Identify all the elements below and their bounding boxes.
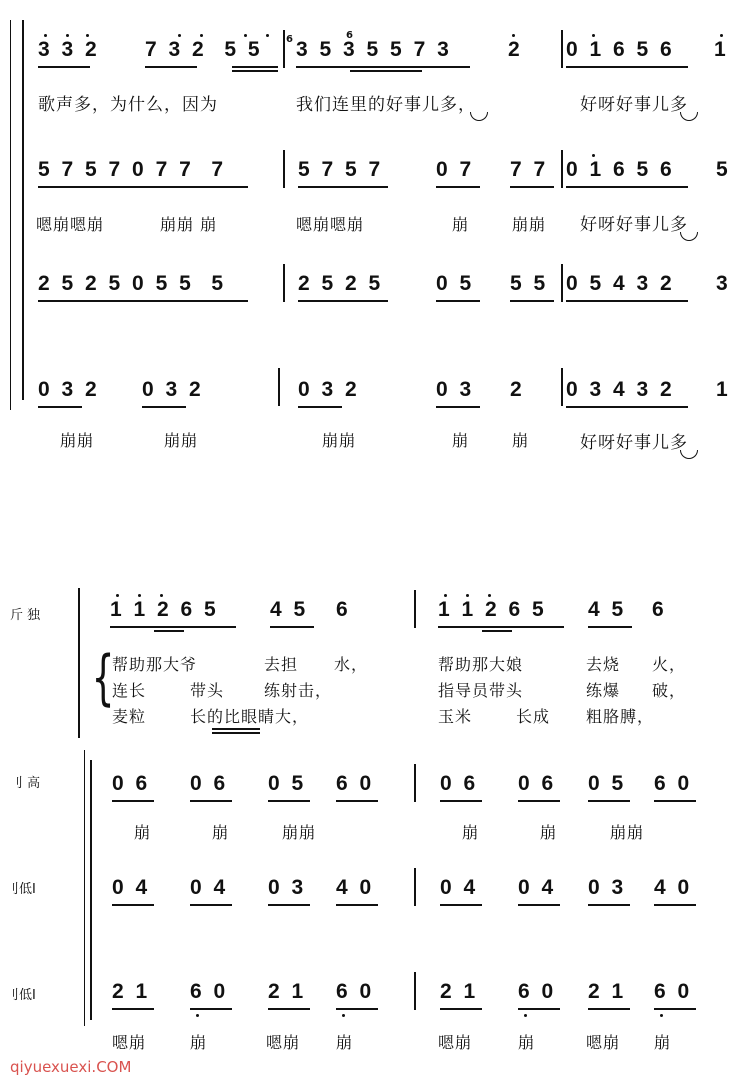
- note-group: 6 0: [336, 772, 375, 795]
- note-group: 0 3: [436, 378, 475, 401]
- grace-note: 6: [286, 34, 293, 45]
- note-group: 4 0: [654, 876, 693, 899]
- note-group: 0 6: [112, 772, 151, 795]
- site-watermark: qiyuexuexi.COM: [10, 1058, 132, 1076]
- lyric-line: 去烧: [586, 655, 621, 674]
- note-group: 2 1: [112, 980, 151, 1003]
- note-group: 0 5 4 3 2: [566, 272, 675, 295]
- barline: [561, 368, 563, 406]
- lyric-line: 崩崩: [610, 823, 645, 842]
- note-group: 3: [716, 272, 731, 295]
- part-label-solo: 斤 独: [10, 608, 41, 623]
- lyric-line: 崩崩 崩: [160, 215, 218, 234]
- note-group: 0 1 6 5 6: [566, 38, 675, 61]
- note-group: 0 6: [440, 772, 479, 795]
- lyric-line: 连长: [112, 681, 147, 700]
- barline: [561, 150, 563, 188]
- lyric-line: 嗯崩: [438, 1033, 473, 1052]
- lyric-line: 崩崩: [512, 215, 547, 234]
- lyric-line: 崩崩: [164, 431, 199, 450]
- note-group: 2 5 2 5: [298, 272, 384, 295]
- note-group: 2: [508, 38, 523, 61]
- note-group: 2 1: [588, 980, 627, 1003]
- note-group: 1: [716, 378, 731, 401]
- note-group: 5 5: [510, 272, 549, 295]
- lyric-line: 练射击，: [264, 681, 333, 700]
- note-group: 4 0: [336, 876, 375, 899]
- note-group: 0 4: [518, 876, 557, 899]
- note-group: 3 3 2: [38, 38, 100, 61]
- note-group: 2: [510, 378, 525, 401]
- barline: [414, 764, 416, 802]
- lyric-line: 崩崩: [60, 431, 95, 450]
- lyric-line: 练爆: [586, 681, 621, 700]
- lyric-line: 好呀好事儿多: [580, 433, 688, 453]
- lyric-line: 崩: [190, 1033, 208, 1052]
- note-group: 0 4: [112, 876, 151, 899]
- lyric-line: 长的比眼睛大，: [190, 707, 310, 726]
- note-group: 1 1 2 6 5: [110, 598, 219, 621]
- note-group: 6: [336, 598, 351, 621]
- chorus-bracket: [84, 750, 85, 1026]
- lyric-line: 崩: [512, 431, 530, 450]
- part-label-low2: 刂低Ⅰ: [6, 988, 36, 1003]
- note-group: 0 5: [588, 772, 627, 795]
- lyric-line: 帮助那大娘: [438, 655, 524, 674]
- lyric-line: 麦粒: [112, 707, 147, 726]
- note-group: 0 3 2: [142, 378, 204, 401]
- note-group: 0 3 2: [38, 378, 100, 401]
- lyric-line: 破，: [652, 681, 687, 700]
- lyric-line: 我们连里的好事儿多，: [296, 95, 476, 115]
- lyric-line: 嗯崩: [586, 1033, 621, 1052]
- note-group: 0 6: [518, 772, 557, 795]
- note-group: 5: [716, 158, 731, 181]
- lyric-line: 崩: [336, 1033, 354, 1052]
- barline: [414, 868, 416, 906]
- lyric-line: 水，: [334, 655, 369, 674]
- lyric-line: 指导员带头: [438, 681, 524, 700]
- chorus-barline-left: [90, 760, 92, 1020]
- lyric-line: 好呀好事儿多: [580, 95, 688, 115]
- note-group: 6 0: [518, 980, 557, 1003]
- note-group: 0 3 4 3 2: [566, 378, 675, 401]
- lyric-line: 嗯崩: [112, 1033, 147, 1052]
- system-barline-left: [78, 588, 80, 738]
- note-group: 0 1 6 5 6: [566, 158, 675, 181]
- note-group: 1: [714, 38, 729, 61]
- lyric-line: 玉米: [438, 707, 473, 726]
- note-group: 0 7: [436, 158, 475, 181]
- lyric-line: 崩: [462, 823, 480, 842]
- barline: [561, 30, 563, 68]
- note-group: 0 3: [588, 876, 627, 899]
- part-label-high: 刂 高: [10, 776, 41, 791]
- note-group: 0 4: [190, 876, 229, 899]
- lyric-line: 崩崩: [322, 431, 357, 450]
- note-group: 3 5 3 5 5 7 3: [296, 38, 452, 61]
- note-group: 2 5 2 5 0 5 5 5: [38, 272, 227, 295]
- part-label-low1: 刂低Ⅰ: [6, 882, 36, 897]
- lyric-line: 嗯崩: [266, 1033, 301, 1052]
- lyric-line: 火，: [652, 655, 687, 674]
- barline: [283, 30, 285, 68]
- note-group: 5 7 5 7 0 7 7 7: [38, 158, 227, 181]
- lyric-line: 嗯崩嗯崩: [296, 215, 365, 234]
- lyric-line: 崩: [134, 823, 152, 842]
- lyric-line: 嗯崩嗯崩: [36, 215, 105, 234]
- note-group: 0 4: [440, 876, 479, 899]
- note-group: 4 5: [588, 598, 627, 621]
- lyric-line: 去担: [264, 655, 299, 674]
- note-group: 0 3: [268, 876, 307, 899]
- note-group: 7 3 2 5 5: [145, 38, 263, 61]
- note-group: 5 7 5 7: [298, 158, 384, 181]
- note-group: 7 7: [510, 158, 549, 181]
- note-group: 6 0: [654, 980, 693, 1003]
- system-bracket: [10, 20, 11, 410]
- lyric-line: 歌声多，为什么，因为: [38, 95, 218, 115]
- barline: [561, 264, 563, 302]
- note-group: 6 0: [190, 980, 229, 1003]
- system-barline-left: [22, 20, 24, 400]
- note-group: 2 1: [440, 980, 479, 1003]
- verse-brace: {: [91, 643, 115, 713]
- lyric-line: 崩: [518, 1033, 536, 1052]
- note-group: 0 6: [190, 772, 229, 795]
- barline: [278, 368, 280, 406]
- lyric-line: 崩: [452, 215, 470, 234]
- note-group: 6 0: [654, 772, 693, 795]
- note-group: 6: [652, 598, 667, 621]
- barline: [283, 264, 285, 302]
- barline: [414, 590, 416, 628]
- lyric-line: 帮助那大爷: [112, 655, 198, 674]
- note-group: 1 1 2 6 5: [438, 598, 547, 621]
- note-group: 4 5: [270, 598, 309, 621]
- note-group: 0 3 2: [298, 378, 360, 401]
- note-group: 0 5: [436, 272, 475, 295]
- lyric-line: 粗胳膊，: [586, 707, 655, 726]
- lyric-line: 崩崩: [282, 823, 317, 842]
- lyric-line: 带头: [190, 681, 225, 700]
- lyric-line: 崩: [452, 431, 470, 450]
- lyric-line: 崩: [212, 823, 230, 842]
- lyric-line: 崩: [540, 823, 558, 842]
- barline: [414, 972, 416, 1010]
- lyric-line: 长成: [516, 707, 551, 726]
- note-group: 2 1: [268, 980, 307, 1003]
- note-group: 6 0: [336, 980, 375, 1003]
- barline: [283, 150, 285, 188]
- lyric-line: 好呀好事儿多: [580, 215, 688, 235]
- lyric-line: 崩: [654, 1033, 672, 1052]
- note-group: 0 5: [268, 772, 307, 795]
- grace-note: 6: [346, 30, 353, 41]
